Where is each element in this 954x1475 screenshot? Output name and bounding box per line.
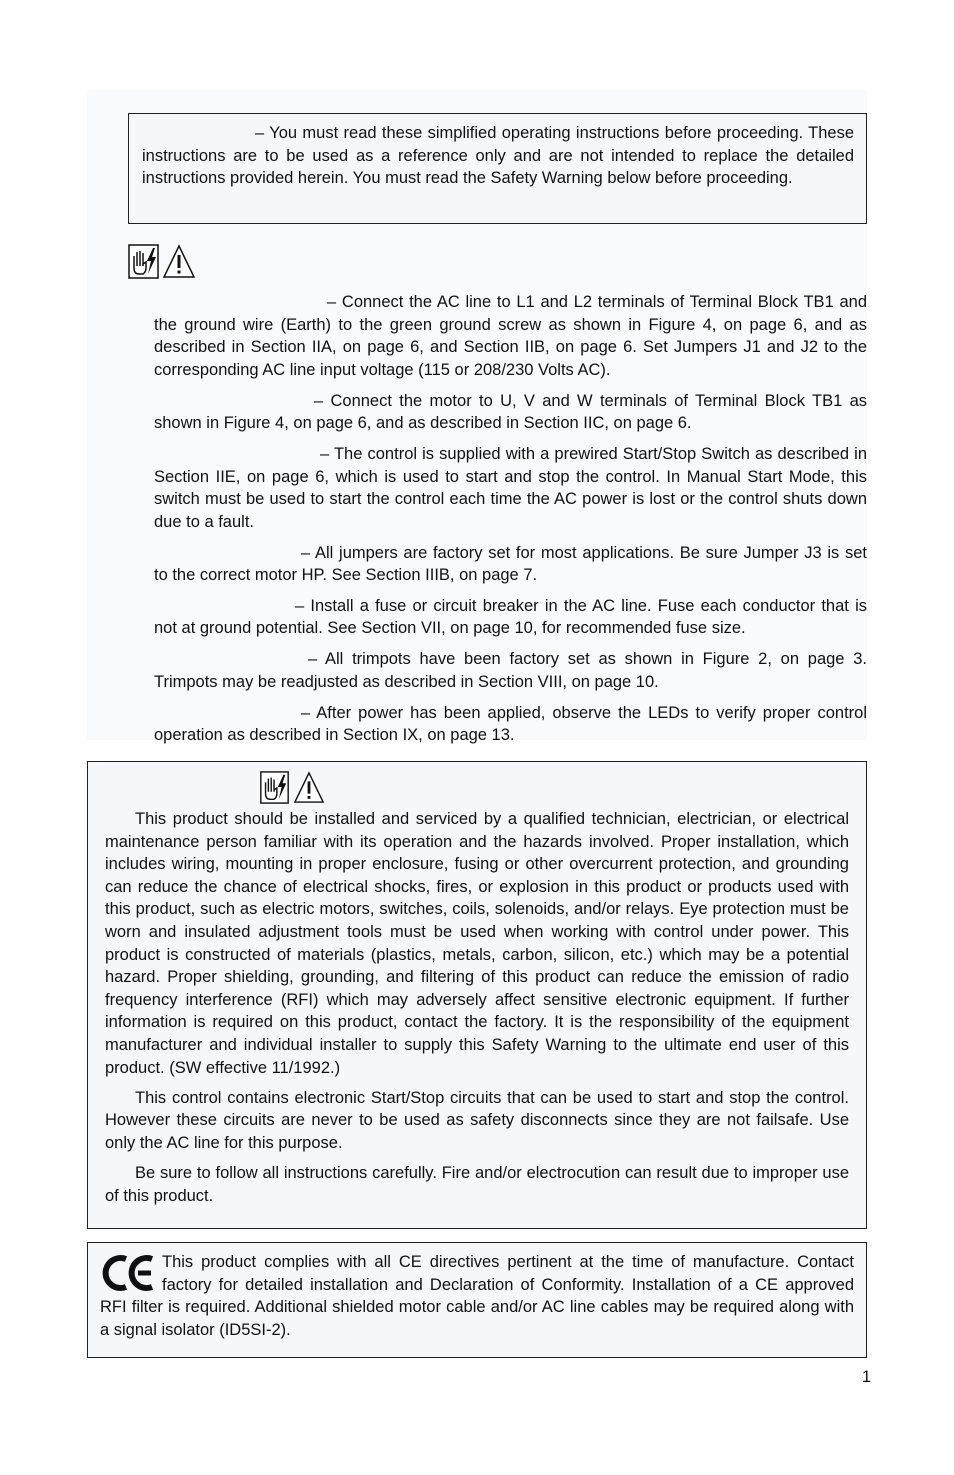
simplified-instruction-steps: [154, 291, 867, 755]
intro-notice-box: [128, 113, 867, 224]
ce-compliance-text: This product complies with all CE directives pertinent at the time of manufacture. Contact factory for detailed installation and Declaration of Conformity. Installation of a CE approved RFI filter is required. Additional shielded motor cable and/or AC line cables may be required along with a signal isolator (ID5SI-2).: [100, 1253, 854, 1339]
page-number: 1: [861, 1368, 871, 1386]
safety-paragraph-qualified-technician: This product should be installed and serviced by a qualified technician, electrician, or electrical maintenance person familiar with its operation and the hazards involved. Proper installation, which includes wiring, mounting in proper enclosure, fusing or other overcurrent protection, and grounding can reduce the chance of electrical shocks, fires, or explosion in this product or products used with this product, such as electric motors, switches, coils, solenoids, and/or relays. Eye protection must be worn and insulated adjustment tools must be used when working with control under power. This product is constructed of materials (plastics, metals, carbon, silicon, etc.) which may be a potential hazard. Proper shielding, grounding, and filtering of this product can reduce the emission of radio frequency interference (RFI) which may adversely affect sensitive electronic equipment. If further information is required on this product, contact the factory. It is the responsibility of the equipment manufacturer and individual installer to supply this Safety Warning to the ultimate end user of this product. (SW effective 11/1992.): [105, 810, 849, 1077]
ce-mark-logo: [102, 1253, 156, 1293]
safety-warning-icons: [259, 771, 325, 804]
hand-shock-warning-icon: [259, 771, 290, 804]
safety-paragraph-start-stop: This control contains electronic Start/Stop circuits that can be used to start and stop the control. However these circuits are never to be used as safety disconnects since they are not failsafe. Use only the AC line for this purpose.: [105, 1088, 849, 1152]
safety-warning-box: [87, 761, 867, 1229]
step-jumpers: – All jumpers are factory set for most applications. Be sure Jumper J3 is set to the correct motor HP. See Section IIIB, on page 7.: [154, 543, 867, 585]
warning-icons: [128, 244, 196, 279]
ce-compliance-box: [87, 1242, 867, 1358]
hand-shock-warning-icon: [128, 244, 159, 279]
intro-notice-text: – You must read these simplified operating instructions before proceeding. These instructions are to be used as a reference only and are not intended to replace the detailed instructions provided herein. You must read the Safety Warning below before proceeding.: [142, 124, 854, 188]
step-motor: – Connect the motor to U, V and W terminals of Terminal Block TB1 as shown in Figure 4, on page 6, and as described in Section IIC, on page 6.: [154, 391, 867, 433]
step-start-stop: – The control is supplied with a prewired Start/Stop Switch as described in Section IIE, on page 6, which is used to start and stop the control. In Manual Start Mode, this switch must be used to start the control each time the AC power is lost or the control shuts down due to a fault.: [154, 444, 867, 531]
step-leds: – After power has been applied, observe the LEDs to verify proper control operation as described in Section IX, on page 13.: [154, 703, 867, 745]
step-trimpots: – All trimpots have been factory set as shown in Figure 2, on page 3. Trimpots may be readjusted as described in Section VIII, on page 10.: [154, 650, 867, 691]
step-fuse: – Install a fuse or circuit breaker in the AC line. Fuse each conductor that is not at ground potential. See Section VII, on page 10, for recommended fuse size.: [154, 596, 867, 638]
safety-paragraph-follow-instructions: Be sure to follow all instructions carefully. Fire and/or electrocution can result due to improper use of this product.: [105, 1164, 849, 1205]
step-ac-line: – Connect the AC line to L1 and L2 terminals of Terminal Block TB1 and the ground wire (Earth) to the green ground screw as shown in Figure 4, on page 6, and as described in Section IIA, on page 6, and Section IIB, on page 6. Set Jumpers J1 and J2 to the corresponding AC line input voltage (115 or 208/230 Volts AC).: [154, 293, 867, 379]
caution-triangle-icon: [293, 771, 325, 804]
caution-triangle-icon: [162, 244, 196, 279]
